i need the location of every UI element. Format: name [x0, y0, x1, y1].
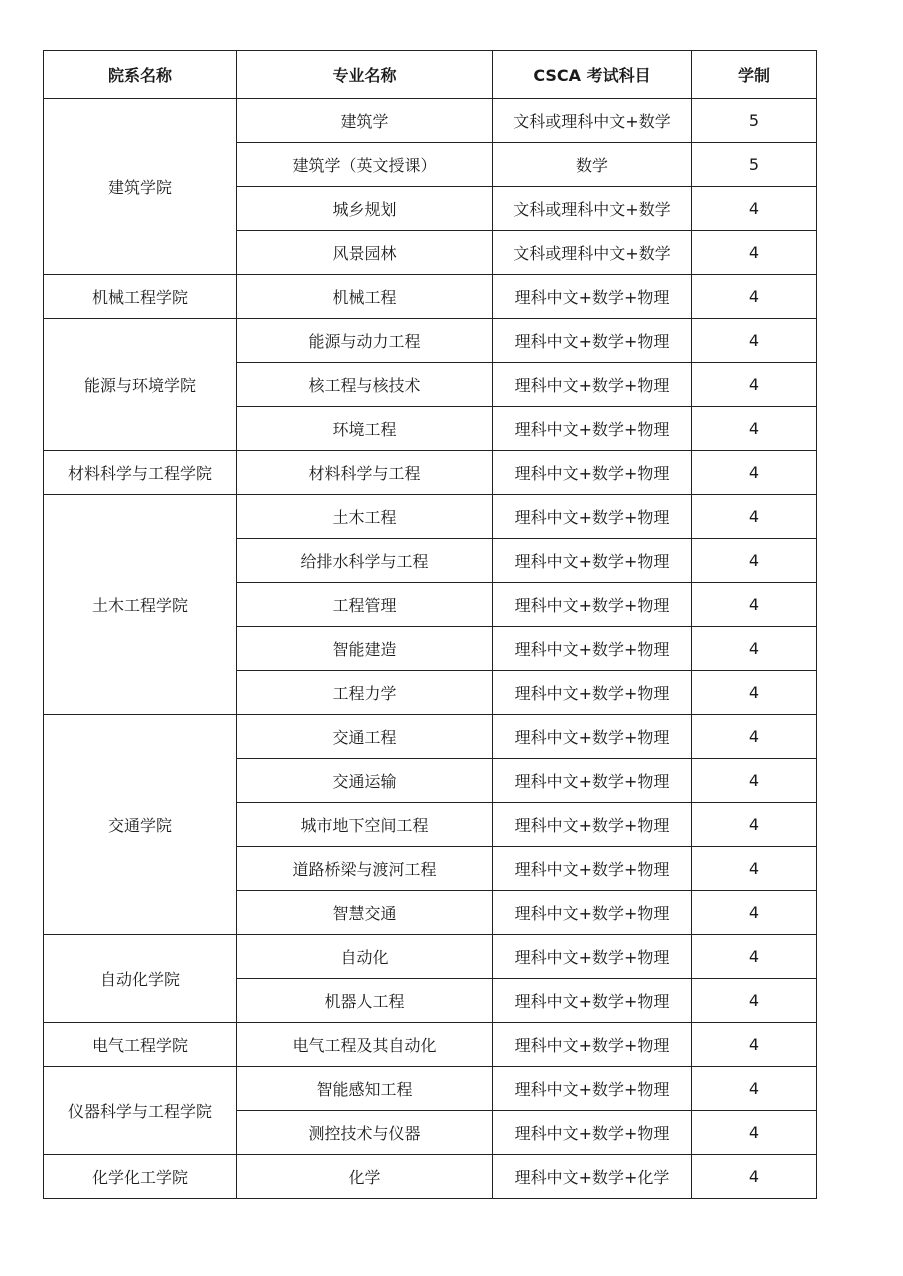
table-row [44, 1155, 817, 1199]
college-cell: 土木工程学院 [44, 495, 237, 715]
exam-subjects-cell: 理科中文+数学+物理 [493, 363, 692, 407]
table-row [44, 715, 817, 759]
table-row [44, 99, 817, 143]
table-row [44, 1023, 817, 1067]
duration-cell: 4 [692, 715, 817, 759]
major-cell: 核工程与核技术 [237, 363, 493, 407]
exam-subjects-cell: 理科中文+数学+物理 [493, 715, 692, 759]
table-row [44, 935, 817, 979]
exam-subjects-cell: 理科中文+数学+物理 [493, 275, 692, 319]
major-cell: 环境工程 [237, 407, 493, 451]
major-cell: 道路桥梁与渡河工程 [237, 847, 493, 891]
exam-subjects-cell: 文科或理科中文+数学 [493, 99, 692, 143]
duration-cell: 4 [692, 495, 817, 539]
duration-cell: 4 [692, 451, 817, 495]
exam-subjects-cell: 数学 [493, 143, 692, 187]
header-college: 院系名称 [44, 51, 237, 99]
college-cell: 建筑学院 [44, 99, 237, 275]
major-cell: 能源与动力工程 [237, 319, 493, 363]
duration-cell: 4 [692, 891, 817, 935]
major-cell: 自动化 [237, 935, 493, 979]
exam-subjects-cell: 理科中文+数学+物理 [493, 979, 692, 1023]
major-cell: 材料科学与工程 [237, 451, 493, 495]
major-cell: 电气工程及其自动化 [237, 1023, 493, 1067]
exam-subjects-cell: 理科中文+数学+物理 [493, 759, 692, 803]
exam-subjects-cell: 理科中文+数学+物理 [493, 583, 692, 627]
duration-cell: 4 [692, 759, 817, 803]
exam-subjects-cell: 理科中文+数学+物理 [493, 935, 692, 979]
duration-cell: 4 [692, 935, 817, 979]
major-cell: 建筑学 [237, 99, 493, 143]
table-row [44, 275, 817, 319]
duration-cell: 4 [692, 539, 817, 583]
major-cell: 智慧交通 [237, 891, 493, 935]
major-cell: 机械工程 [237, 275, 493, 319]
table-header [44, 51, 817, 99]
header-duration: 学制 [692, 51, 817, 99]
table-row [44, 495, 817, 539]
exam-subjects-cell: 文科或理科中文+数学 [493, 187, 692, 231]
exam-subjects-cell: 理科中文+数学+物理 [493, 451, 692, 495]
duration-cell: 4 [692, 979, 817, 1023]
table-body [44, 99, 817, 1199]
college-cell: 自动化学院 [44, 935, 237, 1023]
duration-cell: 4 [692, 583, 817, 627]
major-cell: 工程力学 [237, 671, 493, 715]
college-cell: 材料科学与工程学院 [44, 451, 237, 495]
table-row [44, 1067, 817, 1111]
majors-table [43, 50, 817, 1199]
college-cell: 机械工程学院 [44, 275, 237, 319]
major-cell: 建筑学（英文授课） [237, 143, 493, 187]
exam-subjects-cell: 理科中文+数学+物理 [493, 539, 692, 583]
major-cell: 测控技术与仪器 [237, 1111, 493, 1155]
table-row [44, 319, 817, 363]
duration-cell: 4 [692, 363, 817, 407]
major-cell: 智能感知工程 [237, 1067, 493, 1111]
table-row [44, 451, 817, 495]
header-exam-subjects: CSCA 考试科目 [493, 51, 692, 99]
exam-subjects-cell: 理科中文+数学+物理 [493, 495, 692, 539]
major-cell: 智能建造 [237, 627, 493, 671]
major-cell: 机器人工程 [237, 979, 493, 1023]
exam-subjects-cell: 理科中文+数学+物理 [493, 1067, 692, 1111]
duration-cell: 5 [692, 143, 817, 187]
major-cell: 交通工程 [237, 715, 493, 759]
duration-cell: 4 [692, 803, 817, 847]
duration-cell: 4 [692, 627, 817, 671]
major-cell: 城乡规划 [237, 187, 493, 231]
major-cell: 城市地下空间工程 [237, 803, 493, 847]
exam-subjects-cell: 理科中文+数学+物理 [493, 1111, 692, 1155]
major-cell: 给排水科学与工程 [237, 539, 493, 583]
college-cell: 电气工程学院 [44, 1023, 237, 1067]
duration-cell: 4 [692, 319, 817, 363]
exam-subjects-cell: 理科中文+数学+物理 [493, 319, 692, 363]
duration-cell: 4 [692, 407, 817, 451]
major-cell: 风景园林 [237, 231, 493, 275]
duration-cell: 5 [692, 99, 817, 143]
duration-cell: 4 [692, 847, 817, 891]
major-cell: 化学 [237, 1155, 493, 1199]
major-cell: 土木工程 [237, 495, 493, 539]
exam-subjects-cell: 理科中文+数学+物理 [493, 803, 692, 847]
exam-subjects-cell: 理科中文+数学+物理 [493, 627, 692, 671]
duration-cell: 4 [692, 1155, 817, 1199]
duration-cell: 4 [692, 231, 817, 275]
exam-subjects-cell: 理科中文+数学+物理 [493, 671, 692, 715]
duration-cell: 4 [692, 671, 817, 715]
header-row [44, 51, 817, 99]
duration-cell: 4 [692, 187, 817, 231]
duration-cell: 4 [692, 1067, 817, 1111]
college-cell: 交通学院 [44, 715, 237, 935]
major-cell: 交通运输 [237, 759, 493, 803]
duration-cell: 4 [692, 1023, 817, 1067]
header-major: 专业名称 [237, 51, 493, 99]
exam-subjects-cell: 理科中文+数学+化学 [493, 1155, 692, 1199]
duration-cell: 4 [692, 275, 817, 319]
exam-subjects-cell: 理科中文+数学+物理 [493, 891, 692, 935]
exam-subjects-cell: 文科或理科中文+数学 [493, 231, 692, 275]
college-cell: 能源与环境学院 [44, 319, 237, 451]
exam-subjects-cell: 理科中文+数学+物理 [493, 407, 692, 451]
duration-cell: 4 [692, 1111, 817, 1155]
college-cell: 化学化工学院 [44, 1155, 237, 1199]
college-cell: 仪器科学与工程学院 [44, 1067, 237, 1155]
exam-subjects-cell: 理科中文+数学+物理 [493, 1023, 692, 1067]
exam-subjects-cell: 理科中文+数学+物理 [493, 847, 692, 891]
major-cell: 工程管理 [237, 583, 493, 627]
